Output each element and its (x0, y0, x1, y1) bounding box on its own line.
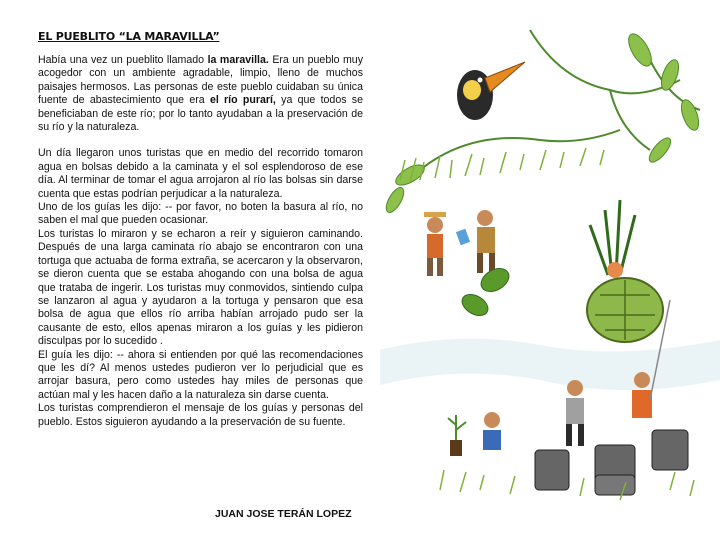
tourists-figures (424, 210, 495, 276)
story-text-column (38, 30, 363, 429)
children-drawing-illustration (380, 20, 720, 535)
paragraph-4: Los turistas lo miraron y se echaron a reír y siguieron caminando. Después de una larga caminata río abajo se encontraron con una tortuga que actuaba de forma extraña, se acercaron y la observaron, se dieron cuenta que se estaba ahogando con una bolsa de agua que trataba de ingerir. Los turistas muy conmovidos, sintiendo culpa se lanzaron al agua y ayudaron a la tortuga y pensaron que esa bolsa de agua que ellos río arriba habían arrojado pudo ser la causante de esto, ellos apenas miraron a los guías y les pidieron disculpas por lo sucedido . (38, 227, 363, 348)
author-name: JUAN JOSE TERÁN LOPEZ (215, 508, 352, 520)
paragraph-1-text-b: Era un pueblo muy acogedor con un ambiente agradable, limpio, lleno de muchos paisajes hermosos. Las personas de este pueblo cuidaban su única fuente de abastecimiento que era (38, 54, 363, 107)
paragraph-1-text-c: ya que todos se beneficiaban de este río; por lo tanto ayudaban a la preservación de su río y la naturaleza. (38, 94, 363, 134)
town-name: la maravilla. (207, 54, 269, 66)
paragraph-2: Un día llegaron unos turistas que en medio del recorrido tomaron agua en bolsas debido a la caminata y el sol esplendoroso de ese día. Al terminar de tomar el agua arrojaron al río las bolsas sin darse cuenta que estas podrían perjudicar a la naturaleza. (38, 147, 363, 200)
paragraph-5: El guía les dijo: -- ahora si entienden por qué las recomendaciones que les dí? Al menos ustedes pudieron ver lo perjudicial que es arrojar basura, pero como ustedes hay miles de personas que actúan mal y les hacen daño a la naturaleza sin darse cuenta. (38, 348, 363, 401)
river-name: el río purarí, (209, 94, 276, 107)
paragraph-3: Uno de los guías les dijo: -- por favor, no boten la basura al río, no saben el mal que pueden ocasionar. (38, 201, 363, 227)
vine-leaf-shapes (383, 30, 702, 215)
paragraph-1 (38, 54, 363, 134)
story-title: EL PUEBLITO “LA MARAVILLA” (38, 30, 220, 43)
trash-buckets (535, 430, 688, 495)
paragraph-1-text-a: Había una vez un pueblito llamado (38, 54, 208, 66)
toucan-icon (457, 62, 525, 120)
paragraph-6: Los turistas comprendieron el mensaje de los guías y personas del pueblo. Estos siguieron ayudando a la preservación de su fuente. (38, 402, 363, 428)
riverbank-grass (400, 148, 604, 182)
turtle-icon (587, 262, 663, 342)
river-water (380, 339, 720, 390)
